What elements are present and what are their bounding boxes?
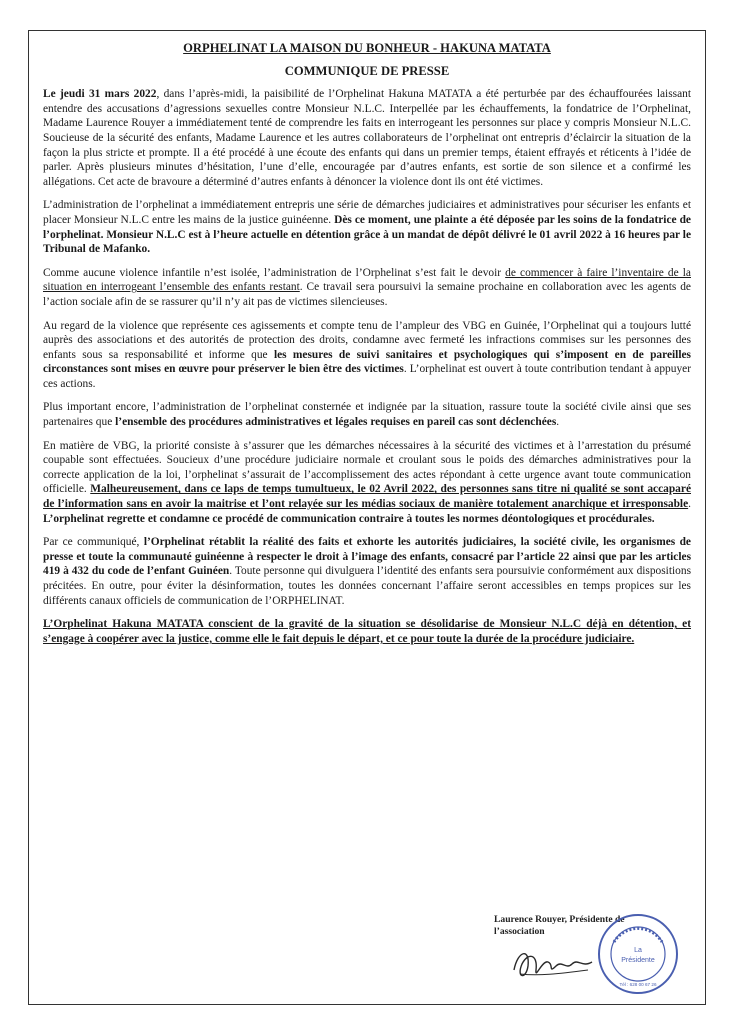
paragraph-3: Comme aucune violence infantile n’est isolée, l’administration de l’Orphelinat s’est fait le devoir de commencer à faire l’inventaire de la situation en interrogeant l’ensemble des enfants restant. Ce travail sera poursuivi la semaine prochaine en collaboration avec les agents de l’action sociale afin de se rassurer qu’il n’y ait pas de victimes silencieuses.: [43, 266, 691, 308]
document-subtitle: COMMUNIQUE DE PRESSE: [284, 63, 450, 78]
stamp-center-line-1: La: [634, 947, 642, 954]
document-body: [43, 41, 691, 655]
paragraph-6: En matière de VBG, la priorité consiste à s’assurer que les démarches nécessaires à la sécurité des victimes et à l’arrestation du présumé coupable sont effectuées. Soucieux d’une procédure judiciaire normale et croulant sous le poids des démarches administratives pour la correcte application de la loi, l’orphelinat s’assurait de l’accomplissement des actes répondant à cette urgence avant toute communication officielle. Malheureusement, dans ce laps de temps tumultueux, le 02 Avril 2022, des personnes sans titre ni qualité se sont accaparé de l’information sans en avoir la maitrise et l’ont relayée sur les médias sociaux de manière totalement anarchique et irresponsable. L’orphelinat regrette et condamne ce procédé de communication contraire à toutes les normes déontologiques et procédurales.: [43, 439, 691, 525]
official-stamp: [596, 912, 680, 996]
handwritten-signature: [508, 940, 598, 986]
paragraph-7: Par ce communiqué, l’Orphelinat rétablit la réalité des faits et exhorte les autorités judiciaires, la société civile, les organismes de presse et toute la communauté guinéenne à respecter le droit à l’image des enfants, consacré par l’article 22 ainsi que par les articles 419 à 432 du code de l’enfant Guinéen. Toute personne qui divulguera l’identité des enfants sera poursuivie conformément aux dispositions précitées. En outre, pour éviter la désinformation, toutes les données concernant l’affaire seront accessibles en temps propices sur les différents canaux officiels de communication de l’ORPHELINAT.: [43, 536, 692, 607]
document-frame: [28, 30, 706, 1005]
paragraph-8-conclusion: L’Orphelinat Hakuna MATATA conscient de la gravité de la situation se désolidarise de Monsieur N.L.C déjà en détention, et s’engage à coopérer avec la justice, comme elle le fait depuis le départ, et ce pour toute la durée de la procédure judiciaire.: [43, 618, 691, 645]
paragraph-4: Au regard de la violence que représente ces agissements et compte tenu de l’ampleur des VBG en Guinée, l’Orphelinat qui a toujours lutté auprès des associations et des autorités de protection des droits, condamne avec fermeté les infractions commises sur les personnes des enfants sous sa responsabilité et informe que les mesures de suivi sanitaires et psychologiques qui s’imposent en de pareilles circonstances sont mises en œuvre pour préserver le bien être des victimes. L’orphelinat est ouvert à toute contribution tendant à appuyer ces actions.: [43, 319, 691, 390]
stamp-center-line-2: Présidente: [621, 957, 655, 964]
document-title: ORPHELINAT LA MAISON DU BONHEUR - HAKUNA MATATA: [183, 41, 551, 55]
stamp-ring-text: Tél : 628 00 67 26: [619, 982, 657, 987]
paragraph-2: L’administration de l’orphelinat a immédiatement entrepris une série de démarches judiciaires et administratives pour sécuriser les enfants et placer Monsieur N.L.C entre les mains de la justice guinéenne. Dès ce moment, une plainte a été déposée par les soins de la fondatrice de l’orphelinat. Monsieur N.L.C est à l’heure actuelle en détention grâce à un mandat de dépôt délivré le 01 avril 2022 à 16 heures par le Tribunal de Mafanko.: [43, 199, 691, 256]
paragraph-1-date: Le jeudi 31 mars 2022: [43, 88, 157, 101]
paragraph-5: Plus important encore, l’administration de l’orphelinat consternée et indignée par la situation, rassure toute la société civile ainsi que ses partenaires que l’ensemble des procédures administratives et légales requises en pareil cas sont déclenchées.: [43, 401, 691, 429]
signatory-name: Laurence Rouyer, Présidente de: [494, 914, 625, 925]
signatory-role: l’association: [494, 926, 545, 937]
paragraph-1: Le jeudi 31 mars 2022, dans l’après-midi, la paisibilité de l’Orphelinat Hakuna MATATA a été perturbée par des échauffourées laissant entendre des accusations d’agressions sexuelles contre Monsieur N.L.C. Interpellée par les échauffements, la fondatrice de l’Orphelinat, Madame Laurence Rouyer a immédiatement tenté de comprendre les faits en interrogeant les personnes sur place y compris Monsieur N.L.C. Soucieuse de la sécurité des enfants, Madame Laurence et les autres collaborateurs de l’orphelinat ont entrepris d’éclaircir la situation de la façon la plus stricte et prompte. Il a été procédé à une écoute des enfants qui dans un premier temps, étaient effrayés et réticents à l’idée de parler. Après plusieurs minutes d’hésitation, l’une d’elle, encouragée par d’autres enfants, est sortie de son silence et a confirmé les allégations. Cet acte de bravoure a déterminé d’autres enfants à dénoncer la violence dont ils ont été victimes.: [43, 88, 691, 188]
